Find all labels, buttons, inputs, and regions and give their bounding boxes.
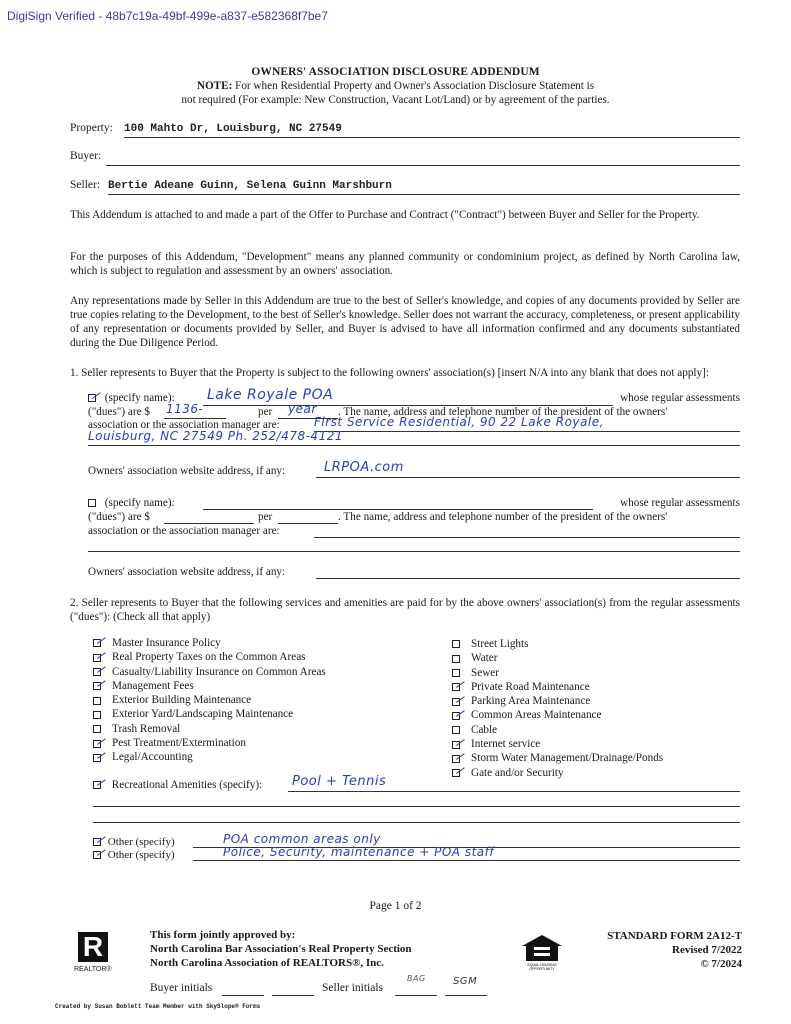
recreational-extra-line-2[interactable] <box>93 822 740 823</box>
recreational-checkbox[interactable] <box>93 781 101 789</box>
service-checkbox[interactable] <box>93 711 101 719</box>
service-label: Exterior Yard/Landscaping Maintenance <box>112 708 294 721</box>
service-label: Real Property Taxes on the Common Areas <box>112 651 306 664</box>
service-item <box>452 723 663 737</box>
service-label: Private Road Maintenance <box>471 680 590 693</box>
service-item <box>452 751 663 765</box>
section-1-intro: 1. Seller represents to Buyer that the Property is subject to the following owners' association(s) [insert N/A into any blank that does not apply]: <box>70 367 709 379</box>
association-2-dues-row <box>88 511 740 525</box>
whose-assessments-label-2: whose regular assessments <box>620 497 740 509</box>
service-checkbox[interactable] <box>452 712 460 720</box>
association-1-manager-row-2 <box>88 429 740 447</box>
seller-initial-1: BAG <box>407 974 426 983</box>
seller-initial-2: SGM <box>453 976 478 987</box>
service-item <box>93 736 326 750</box>
eho-text-1: EQUAL HOUSING <box>527 963 557 967</box>
seller-initial-2-input[interactable] <box>445 976 487 996</box>
property-field <box>70 122 740 136</box>
service-label: Storm Water Management/Drainage/Ponds <box>471 752 664 765</box>
association-2-website-row <box>88 566 740 580</box>
service-item <box>93 722 326 736</box>
document-title: OWNERS' ASSOCIATION DISCLOSURE ADDENDUM <box>251 66 540 78</box>
seller-label: Seller: <box>70 179 101 191</box>
paragraph-development: For the purposes of this Addendum, "Development" means any planned community or condominium project, as defined by North Carolina law, which is subject to regulation and assessment by an owners' association. <box>70 251 740 277</box>
president-label: . The name, address and telephone number of the president of the owners' <box>338 406 668 418</box>
service-checkbox[interactable] <box>452 698 460 706</box>
association-1-manager-line-2: Louisburg, NC 27549 Ph. 252/478-4121 <box>88 429 343 443</box>
section-2-intro: 2. Seller represents to Buyer that the following services and amenities are paid for by the above owners' association(s) from the regular assessments ("dues"): (Check all that apply) <box>70 597 740 623</box>
service-label: Exterior Building Maintenance <box>112 694 252 707</box>
other-2-label: Other (specify) <box>107 849 175 861</box>
service-label: Gate and/or Security <box>471 766 564 779</box>
service-label: Parking Area Maintenance <box>471 695 591 708</box>
services-list-left <box>93 636 326 765</box>
service-item <box>452 666 663 680</box>
association-1-manager-line-1: First Service Residential, 90 22 Lake Royale, <box>314 415 604 429</box>
service-item <box>93 650 326 664</box>
service-checkbox[interactable] <box>452 669 460 677</box>
service-label: Common Areas Maintenance <box>471 709 602 722</box>
per-label: per <box>258 406 273 418</box>
association-1-manager-input-2[interactable] <box>88 429 740 446</box>
association-2-checkbox[interactable] <box>88 499 96 507</box>
buyer-initial-2-input[interactable] <box>272 982 314 996</box>
form-revised: Revised 7/2022 <box>672 944 742 956</box>
property-input[interactable] <box>124 122 740 136</box>
service-checkbox[interactable] <box>93 754 101 762</box>
service-label: Casualty/Liability Insurance on Common Areas <box>112 665 326 678</box>
buyer-initial-1-input[interactable] <box>222 982 264 996</box>
association-2-name-input[interactable] <box>203 497 593 510</box>
recreational-input[interactable] <box>288 774 740 792</box>
service-item <box>452 651 663 665</box>
association-2-period-input[interactable] <box>278 511 338 524</box>
service-item <box>452 766 663 780</box>
other-1-label: Other (specify) <box>107 836 175 848</box>
initials-row <box>150 974 490 996</box>
digisign-verification: DigiSign Verified - 48b7c19a-49bf-499e-a837-e582368f7be7 <box>7 9 328 23</box>
seller-initial-1-input[interactable] <box>395 974 437 996</box>
service-checkbox[interactable] <box>452 640 460 648</box>
recreational-value: Pool + Tennis <box>292 774 387 789</box>
association-1-website-input[interactable] <box>316 460 740 478</box>
service-checkbox[interactable] <box>93 697 101 705</box>
realtor-logo <box>78 932 108 962</box>
association-2-website-input[interactable] <box>316 566 740 579</box>
service-checkbox[interactable] <box>93 639 101 647</box>
specify-name-label: (specify name): <box>104 392 175 404</box>
whose-assessments-label: whose regular assessments <box>620 392 740 404</box>
service-label: Legal/Accounting <box>112 751 193 764</box>
other-1-checkbox[interactable] <box>93 838 101 846</box>
equal-bar-top <box>534 947 550 950</box>
dues-label-2: ("dues") are $ <box>88 511 150 523</box>
service-label: Water <box>471 652 498 665</box>
service-item <box>93 665 326 679</box>
service-item <box>452 737 663 751</box>
service-item <box>452 708 663 722</box>
services-list-right <box>452 637 663 780</box>
service-label: Internet service <box>471 738 541 751</box>
service-label: Trash Removal <box>112 722 181 735</box>
seller-field <box>70 179 740 193</box>
service-item <box>93 693 326 707</box>
service-checkbox[interactable] <box>93 740 101 748</box>
buyer-initials-label: Buyer initials <box>150 982 213 994</box>
buyer-label: Buyer: <box>70 150 102 162</box>
note-line-2: not required (For example: New Construction, Vacant Lot/Land) or by agreement of the parties. <box>181 94 610 106</box>
service-item <box>452 694 663 708</box>
page-number: Page 1 of 2 <box>369 900 422 912</box>
association-2-manager-row-2 <box>88 539 740 553</box>
website-label-2: Owners' association website address, if any: <box>88 566 286 578</box>
dues-label: ("dues") are $ <box>88 406 150 418</box>
other-2-input[interactable] <box>193 845 740 861</box>
association-2-manager-row <box>88 525 740 539</box>
note-line-1 <box>0 80 791 92</box>
other-1-value: POA common areas only <box>223 832 381 846</box>
realtor-text: REALTOR® <box>74 966 112 973</box>
other-2-checkbox[interactable] <box>93 851 101 859</box>
service-checkbox[interactable] <box>93 654 101 662</box>
approval-block <box>150 928 412 970</box>
association-1-manager-input-1[interactable] <box>314 415 740 432</box>
realtor-r-icon: R <box>82 931 104 962</box>
association-1-period: year <box>288 402 317 416</box>
service-label: Street Lights <box>471 638 529 650</box>
per-label-2: per <box>258 511 273 523</box>
association-1-website-row <box>88 460 740 479</box>
form-name: STANDARD FORM 2A12-T <box>607 930 742 942</box>
note-text-1: For when Residential Property and Owner's Association Disclosure Statement is <box>235 80 595 92</box>
other-2-value: Police, Security, maintenance + POA staff <box>223 845 495 859</box>
service-checkbox[interactable] <box>452 769 460 777</box>
service-label: Sewer <box>471 666 499 679</box>
recreational-row <box>93 774 740 793</box>
service-label: Master Insurance Policy <box>112 637 221 649</box>
service-item <box>93 636 326 650</box>
approval-line-2: North Carolina Bar Association's Real Property Section <box>150 943 412 955</box>
association-2-name-row <box>88 497 740 511</box>
paragraph-attachment: This Addendum is attached to and made a part of the Offer to Purchase and Contract ("Contract") between Buyer and Seller for the Property. <box>70 209 700 221</box>
association-1-name-input[interactable] <box>203 387 613 406</box>
website-label: Owners' association website address, if any: <box>88 465 286 477</box>
property-label: Property: <box>70 122 113 134</box>
equal-housing-icon <box>518 933 566 973</box>
association-2-manager-input-1[interactable] <box>314 525 740 538</box>
equal-bar-bottom <box>534 953 550 956</box>
recreational-extra-line[interactable] <box>93 806 740 807</box>
association-1-checkbox[interactable] <box>88 394 96 402</box>
service-checkbox[interactable] <box>452 741 460 749</box>
service-checkbox[interactable] <box>452 755 460 763</box>
form-info <box>560 929 742 971</box>
created-by: Created by Susan Boblett Team Member with SkySlope® Forms <box>55 1003 261 1010</box>
service-item <box>93 679 326 693</box>
seller-input[interactable] <box>108 179 740 193</box>
seller-initials-label: Seller initials <box>322 982 384 994</box>
buyer-field <box>70 150 740 164</box>
service-checkbox[interactable] <box>452 683 460 691</box>
paragraph-representations: Any representations made by Seller in this Addendum are true to the best of Seller's knowledge, and copies of any documents provided by Seller are true copies relating to the Development, to the best of Seller's knowledge. Seller does not warrant the accuracy, completeness, or present applicability of any representation or documents provided by Seller, and Buyer is advised to have all information confirmed and any documents substantiated during the Due Diligence Period. <box>70 295 740 349</box>
service-item <box>452 680 663 694</box>
approval-line-1: This form jointly approved by: <box>150 929 296 941</box>
approval-line-3: North Carolina Association of REALTORS®, Inc. <box>150 957 384 969</box>
service-checkbox[interactable] <box>93 725 101 733</box>
association-1-dues-input[interactable] <box>164 402 226 419</box>
eho-text-2: OPPORTUNITY <box>529 967 555 971</box>
other-row-2 <box>93 845 740 862</box>
association-2-dues-input[interactable] <box>164 511 254 524</box>
service-checkbox[interactable] <box>93 668 101 676</box>
manager-label-2: association or the association manager are: <box>88 525 280 537</box>
recreational-label: Recreational Amenities (specify): <box>111 779 263 791</box>
service-item <box>452 637 663 651</box>
association-1-website: LRPOA.com <box>324 460 404 475</box>
service-checkbox[interactable] <box>93 682 101 690</box>
service-item <box>93 707 326 721</box>
buyer-input[interactable] <box>106 150 740 164</box>
president-label-2: . The name, address and telephone number of the president of the owners' <box>338 511 668 523</box>
service-item <box>93 750 326 764</box>
service-checkbox[interactable] <box>452 726 460 734</box>
specify-name-label-2: (specify name): <box>104 497 175 509</box>
seller-value: Bertie Adeane Guinn, Selena Guinn Marshburn <box>108 180 392 192</box>
form-copyright: © 7/2024 <box>700 958 742 970</box>
property-value: 100 Mahto Dr, Louisburg, NC 27549 <box>124 123 342 135</box>
manager-label: association or the association manager are: <box>88 419 280 431</box>
service-checkbox[interactable] <box>452 655 460 663</box>
association-1-dues: 1136- <box>166 402 204 416</box>
service-label: Management Fees <box>112 679 194 692</box>
service-label: Pest Treatment/Extermination <box>112 737 246 750</box>
association-2-manager-input-2[interactable] <box>88 539 740 552</box>
note-label: NOTE: <box>196 80 233 92</box>
association-1-name: Lake Royale POA <box>207 387 334 403</box>
service-label: Cable <box>471 723 498 736</box>
